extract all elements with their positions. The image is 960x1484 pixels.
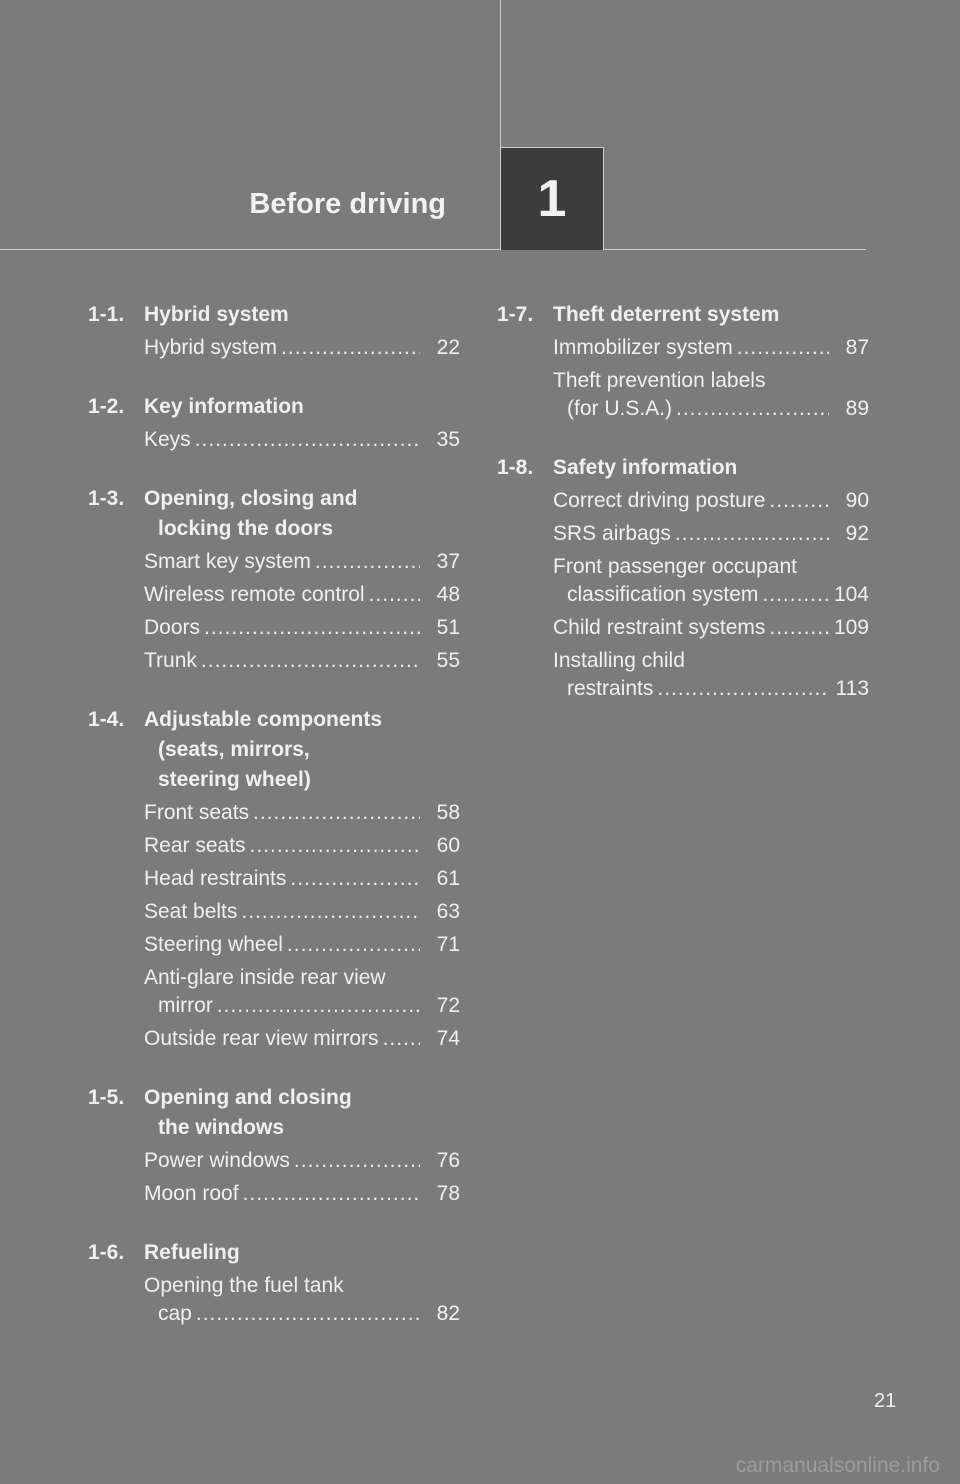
entry-title: Front passenger occupant [553, 555, 797, 578]
toc-entry[interactable] [88, 1147, 460, 1175]
dot-leader [769, 614, 829, 642]
entry-page-number: 63 [436, 900, 460, 923]
toc-entry[interactable] [88, 832, 460, 860]
dot-leader [290, 865, 420, 893]
dot-leader [287, 931, 420, 959]
entry-title: Front seats [144, 801, 250, 824]
section-title: Key information [144, 395, 304, 418]
entry-title: Correct driving posture [553, 489, 766, 512]
entry-title: Immobilizer system [553, 336, 733, 359]
toc-section [497, 453, 869, 703]
dot-leader [196, 1300, 420, 1328]
dot-leader [253, 799, 420, 827]
section-number: 1-5. [88, 1086, 125, 1109]
entry-title: Anti-glare inside rear view [144, 966, 386, 989]
dot-leader [217, 992, 420, 1020]
toc-entry[interactable] [497, 334, 869, 362]
entry-page-number: 55 [436, 649, 460, 672]
chapter-title: Before driving [249, 188, 446, 220]
section-title: the windows [158, 1116, 284, 1139]
entry-title: Opening the fuel tank [144, 1274, 344, 1297]
section-title: Opening and closing [144, 1086, 352, 1109]
toc-column-right [497, 300, 869, 733]
section-number: 1-6. [88, 1241, 125, 1264]
section-title: (seats, mirrors, [158, 738, 310, 761]
toc-entry[interactable] [88, 581, 460, 609]
entry-title: Doors [144, 616, 201, 639]
section-number: 1-3. [88, 487, 125, 510]
entry-page-number: 58 [436, 801, 460, 824]
section-number: 1-2. [88, 395, 125, 418]
section-title: Adjustable components [144, 708, 383, 731]
section-title: Theft deterrent system [553, 303, 780, 326]
section-heading[interactable] [88, 1083, 460, 1143]
entry-title: Installing child [553, 649, 685, 672]
dot-leader [281, 334, 420, 362]
dot-leader [204, 614, 420, 642]
section-title: Opening, closing and [144, 487, 358, 510]
entry-title: Theft prevention labels [553, 369, 766, 392]
dot-leader [241, 898, 420, 926]
section-heading[interactable] [497, 453, 869, 483]
section-number: 1-4. [88, 708, 125, 731]
entry-title: Smart key system [144, 550, 311, 573]
entry-title: Trunk [144, 649, 197, 672]
dot-leader [195, 426, 420, 454]
dot-leader [657, 675, 829, 703]
section-title: Safety information [553, 456, 738, 479]
dot-leader [676, 395, 829, 423]
section-number: 1-8. [497, 456, 534, 479]
toc-section [88, 1238, 460, 1328]
section-heading[interactable] [88, 300, 460, 330]
toc-entry[interactable] [88, 898, 460, 926]
section-heading[interactable] [88, 484, 460, 544]
dot-leader [675, 520, 829, 548]
entry-page-number: 37 [436, 550, 460, 573]
entry-page-number: 92 [845, 522, 869, 545]
section-title: steering wheel) [158, 768, 311, 791]
dot-leader [369, 581, 420, 609]
section-heading[interactable] [88, 1238, 460, 1268]
entry-title: cap [158, 1302, 192, 1325]
dot-leader [383, 1025, 420, 1053]
toc-entry[interactable] [497, 553, 869, 609]
page-number: 21 [874, 1390, 897, 1412]
toc-entry[interactable] [88, 647, 460, 675]
entry-page-number: 82 [436, 1302, 460, 1325]
dot-leader [243, 1180, 420, 1208]
toc-entry[interactable] [88, 1272, 460, 1328]
toc-entry[interactable] [88, 865, 460, 893]
toc-entry[interactable] [88, 931, 460, 959]
entry-page-number: 89 [845, 397, 869, 420]
section-title: Refueling [144, 1241, 240, 1264]
entry-page-number: 48 [436, 583, 460, 606]
toc-entry[interactable] [88, 964, 460, 1020]
entry-page-number: 76 [436, 1149, 460, 1172]
entry-page-number: 60 [436, 834, 460, 857]
entry-title: (for U.S.A.) [567, 397, 673, 420]
toc-section [88, 705, 460, 1053]
toc-entry[interactable] [88, 614, 460, 642]
chapter-number-tab: 1 [501, 147, 604, 250]
entry-page-number: 90 [845, 489, 869, 512]
entry-title: Seat belts [144, 900, 238, 923]
section-heading[interactable] [497, 300, 869, 330]
toc-section [88, 1083, 460, 1208]
toc-section [88, 300, 460, 362]
entry-title: Head restraints [144, 867, 287, 890]
toc-entry[interactable] [497, 647, 869, 703]
header-horizontal-rule [0, 249, 866, 250]
toc-entry[interactable] [88, 426, 460, 454]
section-title: locking the doors [158, 517, 334, 540]
entry-title: Hybrid system [144, 336, 278, 359]
entry-title: Rear seats [144, 834, 246, 857]
entry-title: Moon roof [144, 1182, 239, 1205]
toc-entry[interactable] [497, 614, 869, 642]
section-number: 1-7. [497, 303, 534, 326]
entry-page-number: 87 [845, 336, 869, 359]
dot-leader [762, 581, 829, 609]
entry-page-number: 78 [436, 1182, 460, 1205]
dot-leader [315, 548, 420, 576]
entry-page-number: 74 [436, 1027, 460, 1050]
dot-leader [737, 334, 829, 362]
entry-title: SRS airbags [553, 522, 671, 545]
toc-entry[interactable] [88, 1180, 460, 1208]
entry-title: Steering wheel [144, 933, 283, 956]
watermark: carmanualsonline.info [735, 1454, 940, 1477]
entry-title: classification system [567, 583, 759, 606]
section-title: Hybrid system [144, 303, 289, 326]
dot-leader [769, 487, 829, 515]
entry-page-number: 72 [436, 994, 460, 1017]
entry-page-number: 22 [436, 336, 460, 359]
entry-title: mirror [158, 994, 213, 1017]
toc-entry[interactable] [497, 487, 869, 515]
section-heading[interactable] [88, 392, 460, 422]
toc-entry[interactable] [88, 799, 460, 827]
toc-entry[interactable] [88, 334, 460, 362]
toc-entry[interactable] [88, 548, 460, 576]
dot-leader [250, 832, 420, 860]
entry-page-number: 109 [833, 616, 869, 639]
entry-title: Outside rear view mirrors [144, 1027, 379, 1050]
entry-title: restraints [567, 677, 654, 700]
toc-column-left [88, 300, 460, 1358]
entry-page-number: 35 [436, 428, 460, 451]
toc-section [88, 392, 460, 454]
dot-leader [294, 1147, 420, 1175]
entry-page-number: 71 [436, 933, 460, 956]
entry-title: Child restraint systems [553, 616, 766, 639]
entry-page-number: 61 [436, 867, 460, 890]
section-heading[interactable] [88, 705, 460, 795]
entry-page-number: 113 [835, 677, 869, 700]
entry-title: Keys [144, 428, 191, 451]
dot-leader [201, 647, 420, 675]
toc-entry[interactable] [88, 1025, 460, 1053]
entry-page-number: 51 [436, 616, 460, 639]
entry-page-number: 104 [833, 583, 869, 606]
toc-entry[interactable] [497, 367, 869, 423]
entry-title: Wireless remote control [144, 583, 365, 606]
toc-section [497, 300, 869, 423]
section-number: 1-1. [88, 303, 125, 326]
toc-entry[interactable] [497, 520, 869, 548]
toc-section [88, 484, 460, 675]
entry-title: Power windows [144, 1149, 290, 1172]
